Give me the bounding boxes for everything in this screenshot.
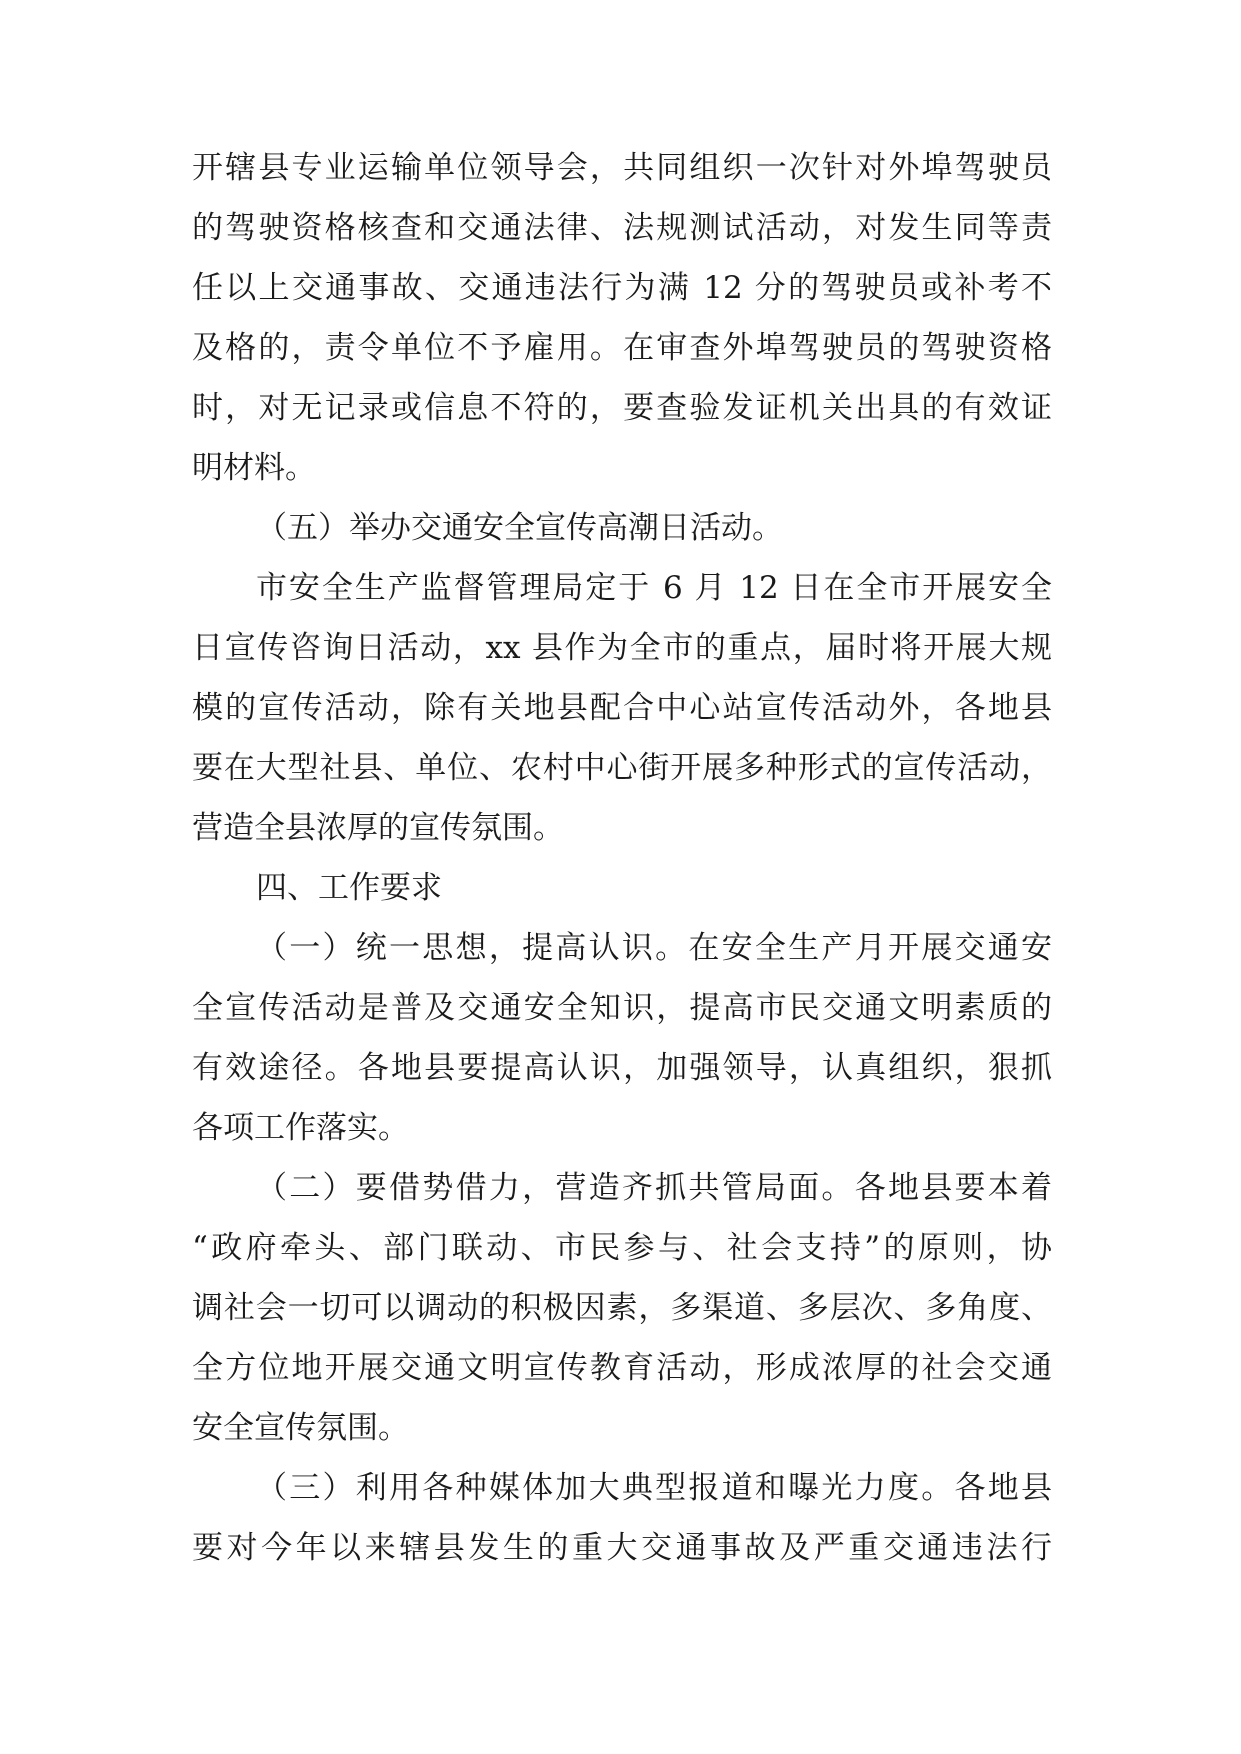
text-line: 任以上交通事故、交通违法行为满 12 分的驾驶员或补考不: [192, 270, 1052, 306]
text-line: 全宣传活动是普及交通安全知识，提高市民交通文明素质的: [192, 990, 1052, 1026]
text-line: 时，对无记录或信息不符的，要查验发证机关出具的有效证: [192, 390, 1052, 426]
text-line: 有效途径。各地县要提高认识，加强领导，认真组织，狠抓: [192, 1050, 1052, 1086]
text-line: 要在大型社县、单位、农村中心街开展多种形式的宣传活动，: [192, 750, 1052, 786]
text-line: 安全宣传氛围。: [192, 1410, 409, 1446]
text-line: 明材料。: [192, 450, 316, 486]
section-heading: 四、工作要求: [256, 870, 442, 906]
text-line: 日宣传咨询日活动，xx 县作为全市的重点，届时将开展大规: [192, 630, 1052, 666]
text-line: 开辖县专业运输单位领导会，共同组织一次针对外埠驾驶员: [192, 150, 1052, 186]
text-line: “政府牵头、部门联动、市民参与、社会支持”的原则，协: [192, 1230, 1052, 1266]
text-line: 全方位地开展交通文明宣传教育活动，形成浓厚的社会交通: [192, 1350, 1052, 1386]
text-line: 营造全县浓厚的宣传氛围。: [192, 810, 564, 846]
paragraph-first-line: 市安全生产监督管理局定于 6 月 12 日在全市开展安全: [256, 570, 1052, 606]
text-line: 要对今年以来辖县发生的重大交通事故及严重交通违法行: [192, 1530, 1052, 1566]
paragraph-first-line: （二）要借势借力，营造齐抓共管局面。各地县要本着: [256, 1170, 1052, 1206]
text-line: 各项工作落实。: [192, 1110, 409, 1146]
paragraph-first-line: （一）统一思想，提高认识。在安全生产月开展交通安: [256, 930, 1052, 966]
text-line: 及格的，责令单位不予雇用。在审查外埠驾驶员的驾驶资格: [192, 330, 1052, 366]
text-line: 调社会一切可以调动的积极因素，多渠道、多层次、多角度、: [192, 1290, 1052, 1326]
section-heading: （五）举办交通安全宣传高潮日活动。: [256, 510, 783, 546]
paragraph-first-line: （三）利用各种媒体加大典型报道和曝光力度。各地县: [256, 1470, 1052, 1506]
text-line: 的驾驶资格核查和交通法律、法规测试活动，对发生同等责: [192, 210, 1052, 246]
text-line: 模的宣传活动，除有关地县配合中心站宣传活动外，各地县: [192, 690, 1052, 726]
